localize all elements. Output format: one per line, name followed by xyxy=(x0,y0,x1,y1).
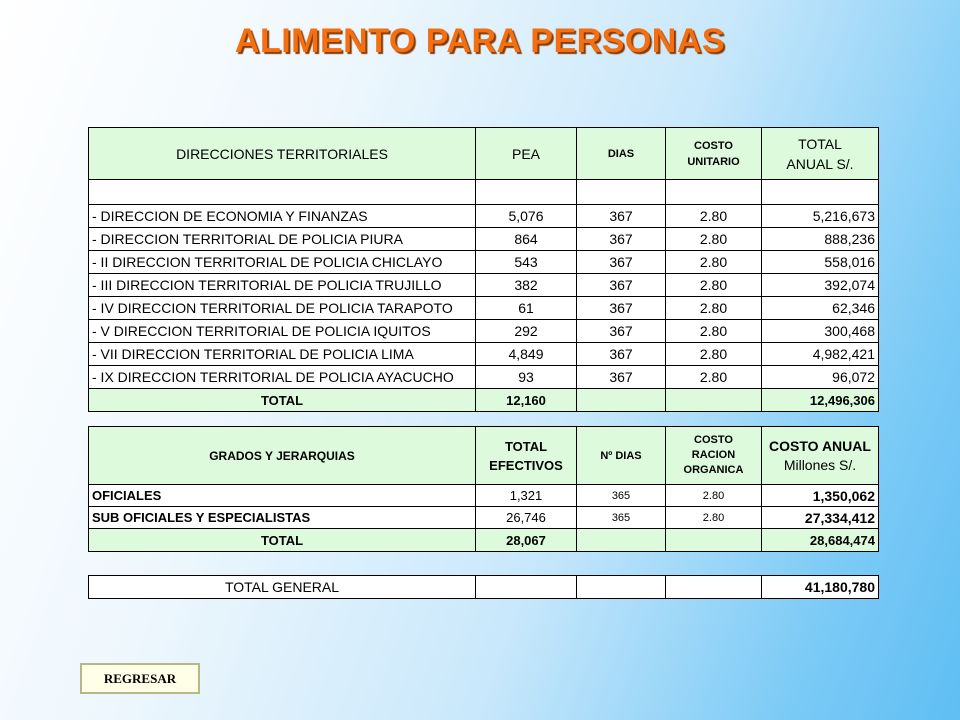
header-total-efectivos: TOTAL EFECTIVOS xyxy=(476,427,577,485)
table-row: - II DIRECCION TERRITORIAL DE POLICIA CHICLAYO 543 367 2.80 558,016 xyxy=(89,251,879,274)
table-row: - IX DIRECCION TERRITORIAL DE POLICIA AYACUCHO 93 367 2.80 96,072 xyxy=(89,366,879,389)
total-label: TOTAL xyxy=(89,389,476,412)
header-total-anual: TOTAL ANUAL S/. xyxy=(762,128,879,180)
page-title: ALIMENTO PARA PERSONAS xyxy=(234,22,726,60)
header-direcciones: DIRECCIONES TERRITORIALES xyxy=(89,128,476,180)
table-row: - DIRECCION TERRITORIAL DE POLICIA PIURA 864 367 2.80 888,236 xyxy=(89,228,879,251)
total-efectivos: 28,067 xyxy=(476,529,577,552)
header-costo-racion: COSTO RACION ORGANICA xyxy=(666,427,762,485)
regresar-button[interactable]: REGRESAR xyxy=(80,663,200,694)
table-row: SUB OFICIALES Y ESPECIALISTAS 26,746 365 2.80 27,334,412 xyxy=(89,507,879,529)
header-dias: DIAS xyxy=(577,128,666,180)
total-label: TOTAL xyxy=(89,529,476,552)
header-n-dias: Nº DIAS xyxy=(577,427,666,485)
table-row: - VII DIRECCION TERRITORIAL DE POLICIA LIMA 4,849 367 2.80 4,982,421 xyxy=(89,343,879,366)
header-costo-anual: COSTO ANUAL Millones S/. xyxy=(762,427,879,485)
table-row: - V DIRECCION TERRITORIAL DE POLICIA IQUITOS 292 367 2.80 300,468 xyxy=(89,320,879,343)
table-row: - IV DIRECCION TERRITORIAL DE POLICIA TARAPOTO 61 367 2.80 62,346 xyxy=(89,297,879,320)
header-pea: PEA xyxy=(476,128,577,180)
total-row xyxy=(89,389,879,412)
total-row xyxy=(89,529,879,552)
total-anual: 12,496,306 xyxy=(762,389,879,412)
total-costo-anual: 28,684,474 xyxy=(762,529,879,552)
table-row: - III DIRECCION TERRITORIAL DE POLICIA TRUJILLO 382 367 2.80 392,074 xyxy=(89,274,879,297)
table-row: OFICIALES 1,321 365 2.80 1,350,062 xyxy=(89,485,879,507)
total-general-label: TOTAL GENERAL xyxy=(89,576,476,599)
total-general-value: 41,180,780 xyxy=(762,576,879,599)
header-grados: GRADOS Y JERARQUIAS xyxy=(89,427,476,485)
table-direcciones xyxy=(88,127,879,412)
header-costo-unitario: COSTO UNITARIO xyxy=(666,128,762,180)
table-grados xyxy=(88,426,879,552)
table-row: - DIRECCION DE ECONOMIA Y FINANZAS 5,076 367 2.80 5,216,673 xyxy=(89,205,879,228)
total-pea: 12,160 xyxy=(476,389,577,412)
table-total-general xyxy=(88,575,879,599)
total-general-row xyxy=(89,576,879,599)
